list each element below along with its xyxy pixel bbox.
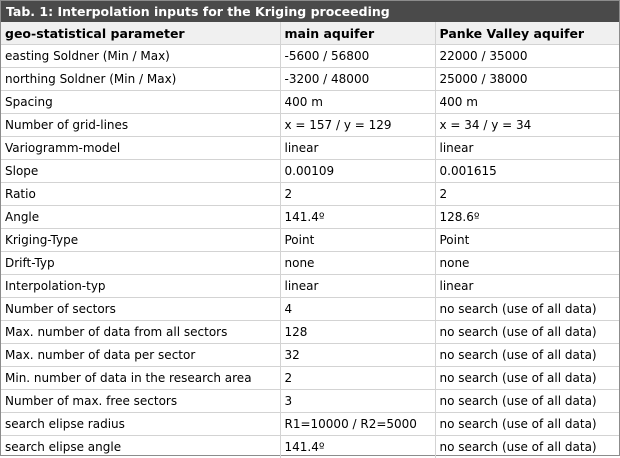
cell-main-aquifer: 128 xyxy=(280,321,435,344)
interpolation-table xyxy=(1,22,619,458)
cell-panke-valley-aquifer: linear xyxy=(435,275,619,298)
cell-parameter: Angle xyxy=(1,206,280,229)
table-row xyxy=(1,298,619,321)
table-row xyxy=(1,91,619,114)
table-body xyxy=(1,45,619,458)
cell-parameter: search elipse radius xyxy=(1,413,280,436)
cell-parameter: Interpolation-typ xyxy=(1,275,280,298)
cell-main-aquifer: 2 xyxy=(280,183,435,206)
cell-main-aquifer: 2 xyxy=(280,367,435,390)
table-row xyxy=(1,252,619,275)
cell-parameter: Number of sectors xyxy=(1,298,280,321)
cell-main-aquifer: linear xyxy=(280,137,435,160)
table-row xyxy=(1,206,619,229)
cell-parameter: search elipse angle xyxy=(1,436,280,458)
cell-panke-valley-aquifer: Point xyxy=(435,229,619,252)
cell-parameter: Slope xyxy=(1,160,280,183)
cell-main-aquifer: -3200 / 48000 xyxy=(280,68,435,91)
cell-panke-valley-aquifer: no search (use of all data) xyxy=(435,367,619,390)
table-row xyxy=(1,68,619,91)
cell-main-aquifer: 141.4º xyxy=(280,206,435,229)
cell-panke-valley-aquifer: no search (use of all data) xyxy=(435,344,619,367)
table-row xyxy=(1,436,619,458)
cell-main-aquifer: 0.00109 xyxy=(280,160,435,183)
cell-panke-valley-aquifer: no search (use of all data) xyxy=(435,298,619,321)
table-row xyxy=(1,275,619,298)
cell-main-aquifer: none xyxy=(280,252,435,275)
cell-panke-valley-aquifer: no search (use of all data) xyxy=(435,390,619,413)
cell-parameter: Number of grid-lines xyxy=(1,114,280,137)
table-header-row xyxy=(1,22,619,45)
cell-panke-valley-aquifer: no search (use of all data) xyxy=(435,413,619,436)
cell-parameter: northing Soldner (Min / Max) xyxy=(1,68,280,91)
cell-parameter: Spacing xyxy=(1,91,280,114)
cell-parameter: easting Soldner (Min / Max) xyxy=(1,45,280,68)
cell-panke-valley-aquifer: 128.6º xyxy=(435,206,619,229)
table-row xyxy=(1,137,619,160)
cell-parameter: Drift-Typ xyxy=(1,252,280,275)
table-row xyxy=(1,390,619,413)
cell-panke-valley-aquifer: none xyxy=(435,252,619,275)
cell-parameter: Max. number of data per sector xyxy=(1,344,280,367)
cell-main-aquifer: 400 m xyxy=(280,91,435,114)
table-row xyxy=(1,229,619,252)
cell-parameter: Min. number of data in the research area xyxy=(1,367,280,390)
cell-main-aquifer: R1=10000 / R2=5000 xyxy=(280,413,435,436)
cell-panke-valley-aquifer: 2 xyxy=(435,183,619,206)
cell-panke-valley-aquifer: linear xyxy=(435,137,619,160)
cell-parameter: Number of max. free sectors xyxy=(1,390,280,413)
cell-panke-valley-aquifer: 400 m xyxy=(435,91,619,114)
cell-panke-valley-aquifer: no search (use of all data) xyxy=(435,436,619,458)
cell-panke-valley-aquifer: 0.001615 xyxy=(435,160,619,183)
table-row xyxy=(1,45,619,68)
table-row xyxy=(1,321,619,344)
header-parameter: geo-statistical parameter xyxy=(1,22,280,45)
cell-main-aquifer: linear xyxy=(280,275,435,298)
cell-panke-valley-aquifer: no search (use of all data) xyxy=(435,321,619,344)
header-panke-valley-aquifer: Panke Valley aquifer xyxy=(435,22,619,45)
table-row xyxy=(1,413,619,436)
cell-main-aquifer: 141.4º xyxy=(280,436,435,458)
cell-main-aquifer: Point xyxy=(280,229,435,252)
cell-parameter: Variogramm-model xyxy=(1,137,280,160)
cell-main-aquifer: x = 157 / y = 129 xyxy=(280,114,435,137)
cell-panke-valley-aquifer: x = 34 / y = 34 xyxy=(435,114,619,137)
cell-main-aquifer: 3 xyxy=(280,390,435,413)
table-row xyxy=(1,344,619,367)
table-caption: Tab. 1: Interpolation inputs for the Kriging proceeding xyxy=(1,1,619,22)
table-row xyxy=(1,114,619,137)
cell-panke-valley-aquifer: 25000 / 38000 xyxy=(435,68,619,91)
cell-parameter: Ratio xyxy=(1,183,280,206)
table-row xyxy=(1,160,619,183)
header-main-aquifer: main aquifer xyxy=(280,22,435,45)
cell-panke-valley-aquifer: 22000 / 35000 xyxy=(435,45,619,68)
cell-main-aquifer: 4 xyxy=(280,298,435,321)
cell-main-aquifer: 32 xyxy=(280,344,435,367)
cell-main-aquifer: -5600 / 56800 xyxy=(280,45,435,68)
table-row xyxy=(1,367,619,390)
cell-parameter: Kriging-Type xyxy=(1,229,280,252)
cell-parameter: Max. number of data from all sectors xyxy=(1,321,280,344)
table-row xyxy=(1,183,619,206)
